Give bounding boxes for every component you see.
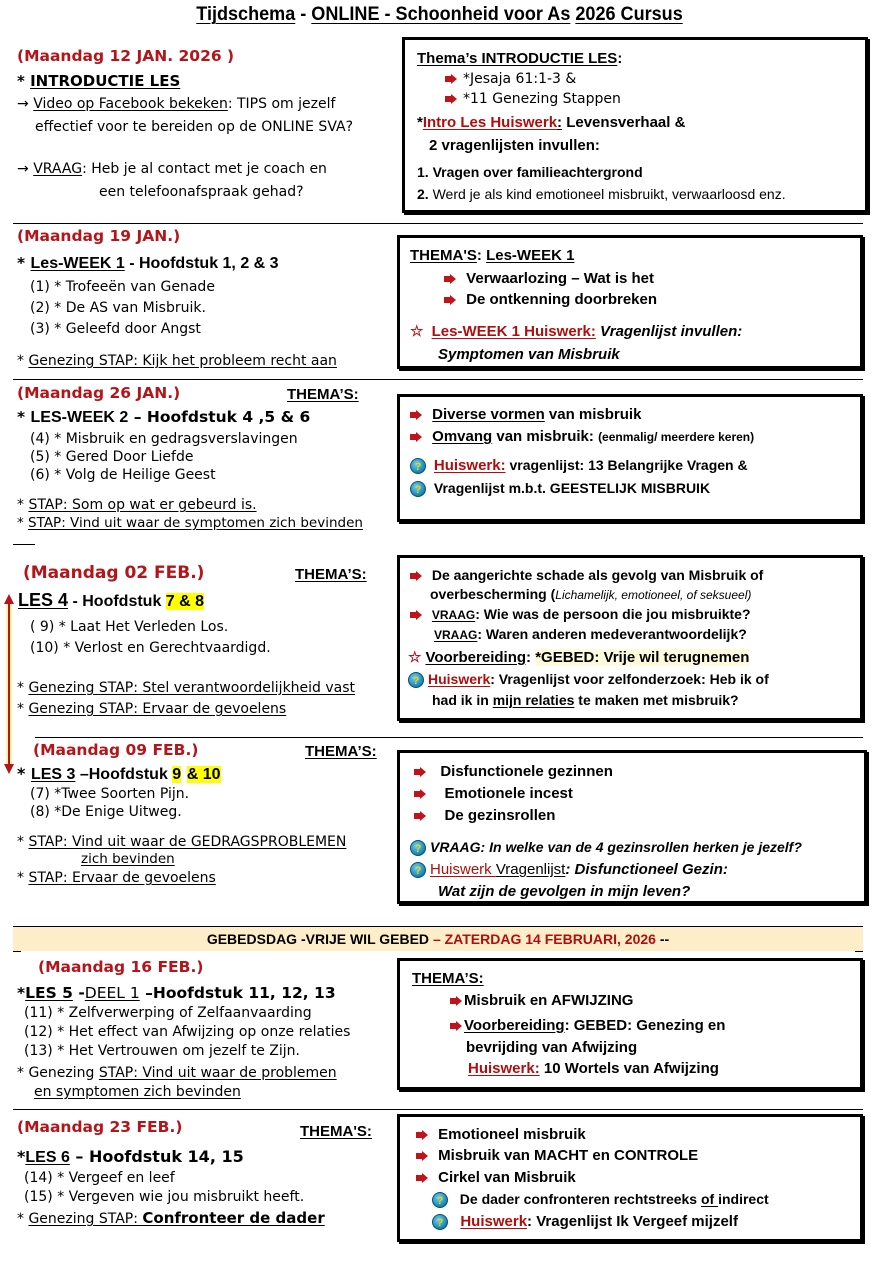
homework-label: Les-WEEK 1 Huiswerk: (431, 323, 596, 340)
bullet: * (17, 254, 31, 272)
themas-label: THEMA’S: (295, 566, 367, 583)
question-text: De dader confronteren rechtstreeks (459, 1191, 701, 1207)
line-text: : Heb je al contact met je coach en (82, 161, 327, 177)
line-text: : TIPS om jezelf (227, 96, 336, 112)
highlighted-chapter: 9 (172, 766, 182, 783)
title-part-1: Tijdschema (196, 4, 296, 25)
theme-text: De ontkenning doorbreken (466, 291, 658, 308)
highlighted-chapter: & 10 (186, 766, 221, 783)
banner-title: GEBEDSDAG -VRIJE WIL GEBED (206, 931, 433, 947)
homework-line (410, 861, 728, 879)
list-item (417, 186, 786, 203)
theme-text: Disfunctionele gezinnen (440, 763, 613, 780)
theme-text: Misbruik van MACHT en CONTROLE (438, 1147, 699, 1164)
session-1-heading (17, 72, 180, 90)
chapter-item: (11) * Zelfverwerping of Zelfaanvaarding (24, 1005, 312, 1021)
arrow-right-icon: → (17, 96, 29, 112)
step-text: Genezing STAP: (28, 1211, 143, 1227)
theme-text: Emotioneel misbruik (438, 1126, 586, 1143)
theme-item (414, 763, 613, 781)
bullet: * (17, 680, 29, 696)
lesson-label: LES 5 (25, 984, 73, 1002)
theme-item (410, 406, 641, 424)
theme-text: Cirkel van Misbruik (438, 1169, 576, 1186)
question-icon: ? (408, 672, 424, 688)
theme-item (450, 1017, 725, 1035)
session-1-line-1 (17, 96, 335, 113)
theme-item (410, 567, 763, 584)
star-icon: ☆ (410, 323, 424, 340)
step-text: Genezing STAP: Kijk het probleem recht aan (28, 353, 337, 369)
session-4-heading (18, 590, 204, 612)
homework-line: *Intro Les Huiswerk: Levensverhaal & (417, 114, 686, 131)
homework-text: : Disfunctioneel Gezin: (565, 861, 728, 878)
homework-text: had ik in (432, 692, 493, 708)
lesson-label: LES 4 (18, 590, 69, 610)
arrow-right-icon (410, 610, 422, 620)
step-text: Genezing STAP: Ervaar de gevoelens (28, 701, 287, 717)
prep-line: ☆ Voorbereiding: *GEBED: Vrije wil terugnemen (408, 649, 750, 666)
bullet: * (17, 701, 29, 717)
theme-text: Misbruik en AFWIJZING (464, 992, 634, 1009)
bullet: * (17, 764, 31, 783)
homework-line-2: Symptomen van Misbruik (438, 346, 620, 363)
chapter-text: - Hoofdstuk 1, 2 & 3 (124, 255, 279, 272)
session-5-heading (17, 764, 221, 784)
bullet: * (17, 1211, 29, 1227)
healing-step (17, 701, 286, 718)
healing-step (17, 834, 346, 851)
session-1-line-4: een telefoonafspraak gehad? (99, 184, 304, 200)
question-icon: ? (410, 458, 426, 474)
session-6-heading (17, 984, 336, 1003)
question-icon: ? (432, 1192, 448, 1208)
chapter-text: – Hoofdstuk 14, 15 (69, 1147, 244, 1166)
chapter-item: (12) * Het effect van Afwijzing op onze relaties (24, 1024, 351, 1040)
arrow-right-icon (450, 1021, 462, 1031)
homework-line (432, 1213, 738, 1231)
lesson-label: LES-WEEK 2 (30, 409, 129, 426)
prep-label: Voorbereiding (425, 649, 527, 666)
bullet: * (17, 870, 29, 886)
vraag-text: VRAAG: In welke van de 4 gezinsrollen herken je jezelf? (430, 839, 802, 855)
theme-text: De aangerichte schade als gevolg van Misbruik of (431, 567, 764, 583)
arrow-right-icon (410, 410, 422, 420)
question-icon: ? (432, 1214, 448, 1230)
lesson-label: Les-WEEK 1 (30, 255, 125, 272)
divider (13, 1109, 863, 1110)
homework-line-2 (432, 692, 739, 709)
chapter-item: (14) * Vergeef en leef (24, 1170, 175, 1186)
session-1-date: (Maandag 12 JAN. 2026 ) (17, 47, 235, 65)
box-title (417, 50, 622, 68)
session-5-themes-box (397, 750, 867, 904)
healing-step (17, 515, 363, 531)
theme-text: : GEBED: Genezing en (564, 1017, 726, 1034)
theme-item (445, 71, 576, 88)
homework-line-2: 2 vragenlijsten invullen: (429, 137, 600, 154)
short-divider (13, 544, 35, 545)
theme-item (416, 1169, 576, 1187)
session-1-line-2: effectief voor te bereiden op de ONLINE SVA? (35, 119, 354, 135)
homework-text: Vragenlijst invullen: (595, 323, 743, 340)
theme-item (414, 785, 573, 803)
homework-text: te maken met misbruik? (574, 692, 739, 708)
title-sep: - (295, 4, 312, 25)
step-text: STAP: Ervaar de gevoelens (28, 870, 216, 886)
session-3-date: (Maandag 26 JAN.) (17, 384, 181, 402)
question-link: of (700, 1191, 719, 1207)
session-7-heading (17, 1147, 244, 1167)
chapter-item: (5) * Gered Door Liefde (30, 449, 194, 465)
homework-text: vragenlijst: 13 Belangrijke Vragen & (505, 457, 748, 473)
theme-item (450, 992, 633, 1010)
box-title-sub: Les-WEEK 1 (486, 247, 575, 264)
theme-item (444, 291, 657, 309)
vraag-text: : Waren anderen medeverantwoordelijk? (477, 626, 747, 642)
homework-label: Huiswerk (430, 861, 496, 878)
theme-text: Verwaarlozing – Wat is het (466, 270, 655, 287)
arrow-right-icon (445, 94, 457, 104)
chapter-item: (1) * Trofeeën van Genade (30, 279, 215, 295)
healing-step-cont: en symptomen zich bevinden (34, 1084, 241, 1100)
vraag-line (434, 626, 747, 643)
theme-item (416, 1126, 586, 1144)
arrow-right-icon (410, 432, 422, 442)
theme-item (416, 1147, 698, 1165)
prayer-day-banner (13, 926, 863, 951)
prep-text: *GEBED: Vrije wil terugnemen (535, 649, 750, 666)
page-title (22, 4, 857, 26)
session-1-themes-box (402, 37, 868, 213)
homework-text: : Vragenlijst voor zelfonderzoek: Heb ik of (490, 671, 769, 687)
chapter-item: (4) * Misbruik en gedragsverslavingen (30, 431, 298, 447)
vraag-label: VRAAG (434, 628, 478, 642)
double-arrow-icon (2, 594, 16, 774)
question-icon: ? (410, 862, 426, 878)
chapter-text: - Hoofdstuk (68, 593, 166, 610)
arrow-right-icon (410, 571, 422, 581)
homework-label: Huiswerk: (433, 457, 506, 474)
homework-text: Levensverhaal & (562, 114, 686, 131)
theme-item-cont (430, 586, 751, 603)
homework-link: mijn relaties (492, 692, 575, 708)
chapter-item: ( 9) * Laat Het Verleden Los. (30, 619, 229, 635)
question-icon: ? (410, 481, 426, 497)
arrow-right-icon (445, 74, 457, 84)
theme-text: Emotionele incest (444, 785, 573, 802)
arrow-right-icon (450, 996, 462, 1006)
session-3-themes-box (397, 394, 863, 522)
theme-link: Diverse vormen (432, 406, 545, 423)
list-text: Vragen over familieachtergrond (432, 164, 643, 180)
list-num: 2. (417, 186, 429, 202)
highlighted-chapters: 7 & 8 (165, 593, 205, 610)
vraag-label: VRAAG (431, 608, 476, 622)
arrow-right-icon (416, 1173, 428, 1183)
chapter-text: – Hoofdstuk 4 ,5 & 6 (128, 408, 311, 426)
arrow-right-icon (414, 767, 426, 777)
arrow-right-icon (414, 789, 426, 799)
bullet: * Genezing (17, 1065, 99, 1081)
themas-label: THEMA'S: (300, 1123, 372, 1140)
theme-item (410, 428, 754, 446)
theme-item (444, 270, 654, 288)
healing-step (17, 353, 337, 370)
vraag-label: VRAAG (33, 161, 83, 177)
arrow-right-icon (416, 1151, 428, 1161)
title-part-2: ONLINE - Schoonheid voor As (311, 4, 571, 25)
arrow-right-icon (414, 811, 426, 821)
healing-step-cont: zich bevinden (81, 851, 175, 867)
chapter-item: (2) * De AS van Misbruik. (30, 300, 206, 316)
chapter-item: (7) *Twee Soorten Pijn. (30, 786, 190, 802)
bullet: * (17, 515, 29, 531)
chapter-item: (13) * Het Vertrouwen om jezelf te Zijn. (24, 1043, 300, 1059)
chapter-item: (6) * Volg de Heilige Geest (30, 467, 216, 483)
vraag-line (410, 606, 751, 623)
session-6-date: (Maandag 16 FEB.) (38, 958, 204, 976)
homework-link: Vragenlijst (495, 861, 566, 878)
session-3-heading (17, 408, 310, 427)
lesson-label: LES 6 (25, 1149, 70, 1166)
step-text: STAP: Som op wat er gebeurd is. (28, 497, 257, 513)
homework-line (410, 457, 748, 475)
theme-text: *11 Genezing Stappen (463, 91, 621, 107)
session-7-themes-box (397, 1114, 863, 1242)
question-line (432, 1191, 769, 1208)
theme-text: overbescherming ( (430, 586, 556, 602)
healing-step (17, 1065, 337, 1082)
chapter-text: –Hoofdstuk (75, 766, 173, 783)
box-title: THEMA’S: (412, 970, 484, 987)
lesson-label: LES 3 (30, 766, 76, 783)
session-7-date: (Maandag 23 FEB.) (17, 1118, 183, 1136)
theme-text: *Jesaja 61:1-3 & (463, 71, 577, 87)
theme-note: (eenmalig/ meerdere keren) (598, 430, 755, 444)
box-title-text: Thema’s INTRODUCTIE LES (417, 50, 618, 67)
divider (35, 737, 863, 738)
bullet: * (17, 72, 31, 90)
arrow-right-icon (416, 1130, 428, 1140)
chapter-item: (10) * Verlost en Gerechtvaardigd. (30, 640, 271, 656)
asterisk: * (417, 114, 423, 131)
intro-les-heading: INTRODUCTIE LES (30, 72, 181, 90)
chapter-item: (8) *De Enige Uitweg. (30, 804, 182, 820)
healing-step (17, 1209, 325, 1228)
homework-line (468, 1060, 719, 1078)
step-text: STAP: Vind uit waar de GEDRAGSPROBLEMEN (28, 834, 347, 850)
chapter-text: –Hoofdstuk 11, 12, 13 (139, 984, 336, 1002)
themas-label: THEMA’S: (287, 386, 359, 403)
banner-tail: -- (655, 931, 670, 947)
part-label: DEEL 1 (84, 984, 140, 1002)
box-title-text: THEMA'S (410, 247, 477, 264)
box-title: THEMA'S: Les-WEEK 1 (410, 247, 575, 264)
homework-text: Vragenlijst m.b.t. GEESTELIJK MISBRUIK (433, 480, 711, 496)
theme-text: De gezinsrollen (444, 807, 556, 824)
arrow-right-icon: → (17, 161, 29, 177)
healing-step (17, 680, 355, 697)
homework-line (410, 480, 710, 497)
list-num: 1. (417, 164, 429, 180)
theme-item-cont: bevrijding van Afwijzing (466, 1039, 638, 1056)
homework-label: Huiswerk (460, 1213, 528, 1230)
chapter-item: (3) * Geleefd door Angst (30, 321, 201, 337)
bullet: * (17, 984, 26, 1002)
bullet: * (17, 408, 31, 426)
step-text: STAP: Vind uit waar de problemen (98, 1065, 337, 1081)
homework-label: Huiswerk (428, 671, 491, 687)
theme-text: van misbruik: (492, 428, 599, 445)
homework-label: Huiswerk: (468, 1060, 540, 1077)
sep: - (72, 984, 85, 1002)
step-text: STAP: Vind uit waar de symptomen zich bevinden (28, 515, 363, 531)
theme-item (445, 91, 621, 108)
arrow-right-icon (444, 295, 456, 305)
theme-note: Lichamelijk, emotioneel, of seksueel) (555, 588, 752, 602)
divider (13, 223, 863, 224)
short-divider (13, 951, 21, 952)
session-2-heading (17, 254, 279, 273)
theme-text: van misbruik (544, 406, 642, 423)
star-icon: ☆ (408, 649, 422, 666)
session-4-themes-box (397, 555, 863, 721)
list-text: Werd je als kind emotioneel misbruikt, verwaarloosd enz. (432, 186, 786, 202)
banner-date: – ZATERDAG 14 FEBRUARI, 2026 (432, 931, 656, 947)
title-part-3: 2026 Cursus (575, 4, 683, 25)
healing-step (17, 497, 257, 514)
homework-line-2: Wat zijn de gevolgen in mijn leven? (438, 883, 691, 900)
step-text-bold: Confronteer de dader (142, 1209, 325, 1227)
theme-link: Voorbereiding (464, 1017, 565, 1034)
divider (13, 379, 863, 380)
themas-label: THEMA’S: (305, 743, 377, 760)
colon: : (617, 50, 623, 67)
bullet: * (17, 834, 29, 850)
bullet: * (17, 1147, 26, 1166)
theme-item (414, 807, 555, 825)
homework-text: : Vragenlijst Ik Vergeef mijzelf (527, 1213, 738, 1230)
short-divider (855, 951, 863, 952)
bullet: * (17, 353, 29, 369)
theme-link: Omvang (432, 428, 493, 445)
homework-line (410, 323, 742, 341)
session-5-date: (Maandag 09 FEB.) (33, 741, 199, 759)
homework-text: 10 Wortels van Afwijzing (539, 1060, 719, 1077)
session-6-themes-box (397, 958, 863, 1090)
facebook-video-link[interactable]: Video op Facebook bekeken (33, 96, 228, 112)
vraag-line (410, 839, 802, 856)
homework-line (408, 671, 769, 688)
arrow-right-icon (444, 274, 456, 284)
session-4-date: (Maandag 02 FEB.) (23, 563, 205, 583)
question-icon: ? (410, 840, 426, 856)
step-text: Genezing STAP: Stel verantwoordelijkheid vast (28, 680, 356, 696)
chapter-item: (15) * Vergeven wie jou misbruikt heeft. (24, 1189, 305, 1205)
list-item (417, 164, 643, 181)
question-text: indirect (718, 1191, 769, 1207)
session-1-line-3 (17, 161, 327, 178)
session-2-themes-box (397, 235, 863, 369)
bullet: * (17, 497, 29, 513)
vraag-text: : Wie was de persoon die jou misbruikte? (475, 606, 751, 622)
homework-label: Intro Les Huiswerk (422, 114, 558, 131)
healing-step (17, 870, 216, 887)
session-2-date: (Maandag 19 JAN.) (17, 227, 181, 245)
